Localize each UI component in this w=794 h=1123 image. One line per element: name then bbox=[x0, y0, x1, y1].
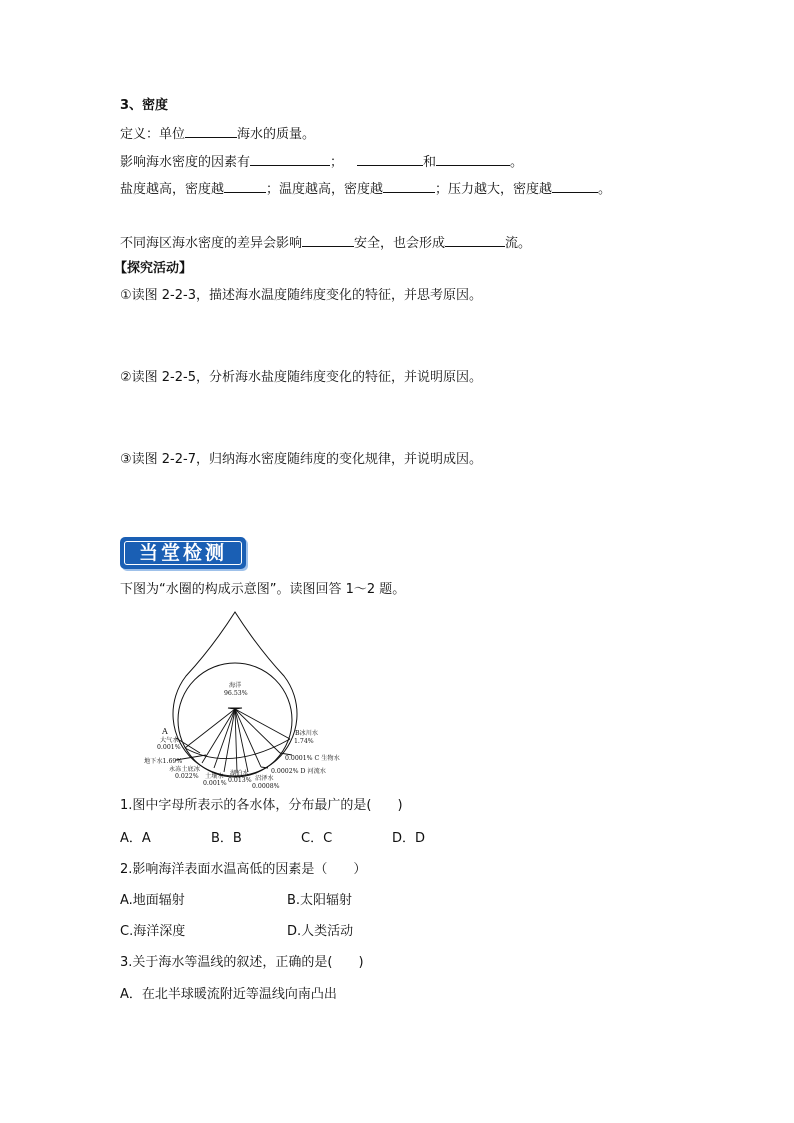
question-1: 1.图中字母所表示的各水体，分布最广的是( ) bbox=[120, 798, 403, 813]
q2-option-b[interactable]: B.太阳辐射 bbox=[287, 893, 353, 908]
atmosphere-value: 0.001% bbox=[157, 744, 181, 751]
label-a: A bbox=[162, 727, 168, 736]
label-d: 0.0002% D 河流水 bbox=[271, 768, 326, 775]
difference-line bbox=[120, 233, 531, 253]
blank-field[interactable] bbox=[552, 179, 598, 193]
q1-option-d[interactable]: D．D bbox=[392, 831, 426, 846]
test-banner bbox=[120, 537, 246, 569]
rule-end: 。 bbox=[598, 182, 612, 197]
question-3: 3.关于海水等温线的叙述，正确的是( ) bbox=[120, 955, 364, 970]
blank-field[interactable] bbox=[436, 152, 510, 166]
atmosphere-label: 大气水 bbox=[160, 737, 179, 744]
activity-title: 【探究活动】 bbox=[114, 261, 193, 276]
activity-question-1: ①读图 2-2-3，描述海水温度随纬度变化的特征，并思考原因。 bbox=[120, 288, 482, 303]
rule-temperature: ；温度越高，密度越 bbox=[266, 182, 384, 197]
definition-line bbox=[120, 124, 315, 144]
soil-label: 土壤水 bbox=[205, 773, 224, 780]
rules-line bbox=[120, 179, 611, 199]
swamp-value: 0.0008% bbox=[252, 783, 280, 790]
blank-field[interactable] bbox=[357, 152, 423, 166]
difference-mid: 安全，也会形成 bbox=[354, 236, 446, 251]
blank-field[interactable] bbox=[250, 152, 330, 166]
glacier-value: 1.74% bbox=[294, 738, 314, 745]
q1-option-a[interactable]: A．A bbox=[120, 831, 151, 846]
blank-field[interactable] bbox=[383, 179, 435, 193]
test-banner-label: 当堂检测 bbox=[124, 541, 242, 565]
test-intro: 下图为“水圈的构成示意图”。读图回答 1～2 题。 bbox=[120, 582, 406, 597]
factors-and: 和 bbox=[423, 155, 437, 170]
lake-value: 0.013% bbox=[228, 777, 252, 784]
glacier-label: B冰川水 bbox=[295, 730, 319, 737]
q2-option-d[interactable]: D.人类活动 bbox=[287, 924, 354, 939]
permafrost-label: 永冻土底冰 bbox=[169, 766, 200, 773]
q1-option-b[interactable]: B．B bbox=[211, 831, 242, 846]
factors-end: 。 bbox=[510, 155, 524, 170]
composition-fan bbox=[176, 708, 292, 773]
swamp-label: 沼泽水 bbox=[255, 775, 274, 782]
q2-option-a[interactable]: A.地面辐射 bbox=[120, 893, 185, 908]
ocean-label: 海洋 bbox=[229, 682, 242, 689]
rule-pressure: ；压力越大，密度越 bbox=[435, 182, 553, 197]
blank-field[interactable] bbox=[302, 233, 354, 247]
blank-field[interactable] bbox=[185, 124, 237, 138]
hydrosphere-diagram bbox=[140, 608, 360, 794]
blank-field[interactable] bbox=[224, 179, 266, 193]
difference-end: 流。 bbox=[505, 236, 532, 251]
soil-value: 0.001% bbox=[203, 780, 227, 787]
factors-line bbox=[120, 152, 523, 172]
factors-prefix: 影响海水密度的因素有 bbox=[120, 155, 251, 170]
question-2: 2.影响海洋表面水温高低的因素是（ ） bbox=[120, 862, 367, 877]
permafrost-value: 0.022% bbox=[175, 773, 199, 780]
difference-prefix: 不同海区海水密度的差异会影响 bbox=[120, 236, 303, 251]
q1-option-c[interactable]: C．C bbox=[301, 831, 333, 846]
q3-option-a[interactable]: A．在北半球暖流附近等温线向南凸出 bbox=[120, 987, 337, 1002]
factors-separator: ； bbox=[330, 155, 344, 170]
q2-option-c[interactable]: C.海洋深度 bbox=[120, 924, 186, 939]
rule-salinity: 盐度越高，密度越 bbox=[120, 182, 225, 197]
activity-question-3: ③读图 2-2-7，归纳海水密度随纬度的变化规律，并说明成因。 bbox=[120, 452, 482, 467]
lake-label: 湖泊水 bbox=[230, 770, 249, 777]
section-heading: 3、密度 bbox=[120, 98, 169, 113]
blank-field[interactable] bbox=[445, 233, 505, 247]
definition-suffix: 海水的质量。 bbox=[237, 127, 316, 142]
label-c: 0.0001% C 生物水 bbox=[285, 755, 340, 762]
ocean-value: 96.53% bbox=[224, 690, 248, 697]
activity-question-2: ②读图 2-2-5，分析海水盐度随纬度变化的特征，并说明原因。 bbox=[120, 370, 482, 385]
definition-prefix: 定义：单位 bbox=[120, 127, 186, 142]
groundwater-label: 地下水1.69% bbox=[144, 758, 183, 765]
